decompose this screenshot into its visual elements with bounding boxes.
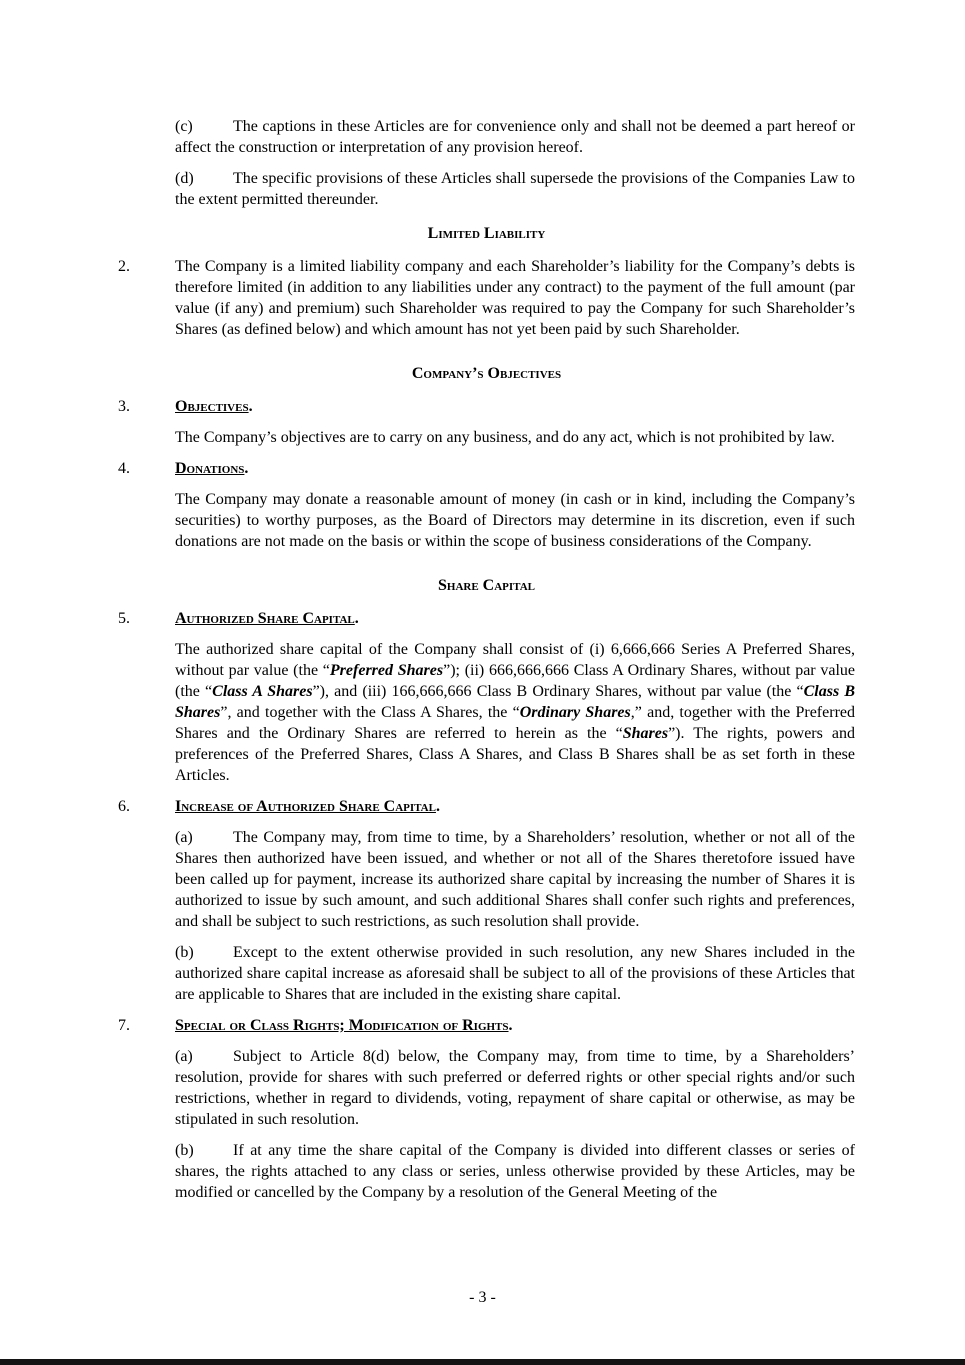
list-label: (a) <box>175 1048 193 1065</box>
article-title-suffix: . <box>354 610 359 627</box>
list-label: (d) <box>175 170 194 187</box>
article-title <box>175 796 855 817</box>
text-run: ,” and, together with the Preferred Shares and the Ordinary Shares are referred to herein as the “ <box>175 704 855 742</box>
article-number: 6. <box>118 798 130 815</box>
paragraph-7a <box>175 1046 855 1130</box>
article-number: 2. <box>118 258 130 275</box>
article-title-suffix: . <box>435 798 440 815</box>
article-title <box>175 396 855 417</box>
article-title-text: Special or Class Rights; Modification of Rights <box>175 1017 509 1034</box>
paragraph-text: If at any time the share capital of the Company is divided into different classes or series of shares, the rights attached to any class or series, unless otherwise provided by these Articles, may be modified or cancelled by the Company by a resolution of the General Meeting of the <box>175 1142 855 1201</box>
article-body <box>175 796 855 1015</box>
article-5 <box>118 608 855 796</box>
defined-term: Preferred Shares <box>329 662 444 679</box>
paragraph-text: Except to the extent otherwise provided in such resolution, any new Shares included in the authorized share capital increase as aforesaid shall be subject to all of the provisions of these Articles that are applicable to Shares that are included in the existing share capital. <box>175 944 855 1003</box>
list-label: (c) <box>175 118 193 135</box>
article-body <box>175 396 855 458</box>
defined-term: Class B Shares <box>175 683 855 721</box>
text-run: ”). The rights, powers and preferences of the Preferred Shares, Class A Shares, and Class B Shares shall be as set forth in these Articles. <box>175 725 855 784</box>
article-title-text: Donations <box>175 460 245 477</box>
text-run: ”); (ii) 666,666,666 Class A Ordinary Shares, without par value (the “ <box>175 662 856 700</box>
article-title-text: Objectives <box>175 398 249 415</box>
text-run: ”), and (iii) 166,666,666 Class B Ordinary Shares, without par value (the “ <box>312 683 804 700</box>
paragraph-text: The Company may, from time to time, by a Shareholders’ resolution, whether or not all of the Shares then authorized have been issued, and whether or not all of the Shares theretofore issued have been called up for payment, increase its authorized share capital by increasing the number of Shares it is authorized to issue by such amount, and such additional Shares shall confer such rights and preferences, and shall be subject to such restrictions, as such resolution shall provide. <box>175 829 855 930</box>
text-run: The authorized share capital of the Company shall consist of (i) 6,666,666 Series A Preferred Shares, without par value (the “ <box>175 641 855 679</box>
paragraph-text: The Company’s objectives are to carry on any business, and do any act, which is not prohibited by law. <box>175 429 835 446</box>
article-title-text: Authorized Share Capital <box>175 610 355 627</box>
section-heading-limited-liability: Limited Liability <box>427 225 546 242</box>
defined-term: Class A Shares <box>212 683 313 700</box>
paragraph-text <box>175 639 855 786</box>
article-number: 4. <box>118 460 130 477</box>
paragraph-6a <box>175 827 855 932</box>
article-2 <box>118 256 855 350</box>
text-run: ”, and together with the Class A Shares, the “ <box>220 704 520 721</box>
list-label: (b) <box>175 944 194 961</box>
article-title-text: Increase of Authorized Share Capital <box>175 798 436 815</box>
section-heading-company-objectives: Company’s Objectives <box>411 365 562 382</box>
article-number: 5. <box>118 610 130 627</box>
paragraph-text: The specific provisions of these Articles shall supersede the provisions of the Companies Law to the extent permitted thereunder. <box>175 170 855 208</box>
defined-term: Ordinary Shares <box>519 704 631 721</box>
page-number: - 3 - <box>469 1289 496 1306</box>
article-3 <box>118 396 855 458</box>
paragraph-intro-d <box>175 168 855 210</box>
article-body <box>175 608 855 796</box>
article-number: 3. <box>118 398 130 415</box>
article-7 <box>118 1015 855 1213</box>
article-title <box>175 1015 855 1036</box>
paragraph-text: Subject to Article 8(d) below, the Company may, from time to time, by a Shareholders’ resolution, provide for shares with such preferred or deferred rights or other special rights and/or such restrictions, whether in regard to dividends, voting, repayment of share capital or otherwise, as may be stipulated in such resolution. <box>175 1048 855 1128</box>
paragraph-text: The Company is a limited liability company and each Shareholder’s liability for the Company’s debts is therefore limited (in addition to any liabilities under any contract) to the payment of the full amount (par value (if any) and premium) such Shareholder was required to pay the Company for such Shareholder’s Shares (as defined below) and which amount has not yet been paid by such Shareholder. <box>175 258 855 338</box>
defined-term: Shares <box>622 725 669 742</box>
article-4 <box>118 458 855 562</box>
paragraph-7b <box>175 1140 855 1203</box>
list-label: (b) <box>175 1142 194 1159</box>
paragraph-text: The Company may donate a reasonable amount of money (in cash or in kind, including the Company’s securities) to worthy purposes, as the Board of Directors may determine in its discretion, even if such donations are not made on the basis or within the scope of business considerations of the Company. <box>175 491 855 550</box>
article-title <box>175 458 855 479</box>
article-6 <box>118 796 855 1015</box>
article-title <box>175 608 855 629</box>
article-body <box>175 256 855 350</box>
page-content <box>118 116 855 1213</box>
paragraph-text: The captions in these Articles are for convenience only and shall not be deemed a part hereof or affect the construction or interpretation of any provision hereof. <box>175 118 855 156</box>
section-heading-share-capital: Share Capital <box>438 577 535 594</box>
paragraph-6b <box>175 942 855 1005</box>
list-label: (a) <box>175 829 193 846</box>
article-title-suffix: . <box>248 398 253 415</box>
article-body <box>175 458 855 562</box>
article-title-suffix: . <box>244 460 249 477</box>
paragraph-intro-c <box>175 116 855 158</box>
article-body <box>175 1015 855 1213</box>
article-number: 7. <box>118 1017 130 1034</box>
article-title-suffix: . <box>508 1017 513 1034</box>
viewer-bottom-edge <box>0 1359 965 1365</box>
